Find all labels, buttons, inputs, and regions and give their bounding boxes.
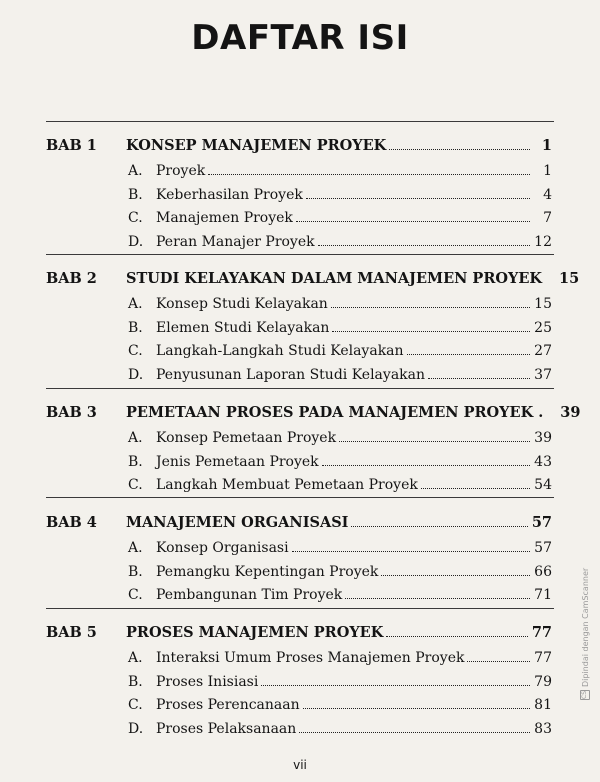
toc-entry[interactable]	[46, 537, 552, 559]
section-page: 66	[534, 563, 552, 580]
toc-entry[interactable]	[46, 561, 552, 583]
chapter-heading[interactable]	[46, 620, 552, 644]
section-letter: A.	[128, 163, 143, 179]
section-page: 7	[543, 210, 552, 226]
section-title: Manajemen Proyek	[156, 210, 293, 226]
chapter-page: 1	[541, 137, 552, 154]
section-title: Keberhasilan Proyek	[156, 186, 303, 203]
section-page: 37	[534, 366, 552, 383]
section-title: Pembangunan Tim Proyek	[156, 587, 343, 603]
divider	[46, 608, 554, 609]
section-page: 39	[534, 430, 552, 446]
dot-leader	[318, 245, 530, 246]
section-letter: C.	[128, 477, 143, 493]
section-letter: C.	[128, 697, 143, 713]
chapter-label: BAB 2	[46, 270, 97, 287]
chapter-page: 77	[531, 624, 552, 641]
section-letter: C.	[128, 210, 143, 226]
dot-leader	[296, 221, 530, 222]
divider	[46, 121, 554, 122]
toc-entry[interactable]	[46, 317, 552, 339]
section-letter: A.	[128, 650, 143, 666]
section-letter: D.	[128, 720, 144, 737]
dot-leader	[299, 732, 530, 733]
scanner-watermark	[580, 568, 590, 700]
toc-entry[interactable]	[46, 474, 552, 496]
camscanner-icon: CS	[581, 691, 588, 699]
section-letter: C.	[128, 587, 143, 603]
chapter-page: 15	[559, 270, 580, 287]
divider	[46, 254, 554, 255]
chapter-title: STUDI KELAYAKAN DALAM MANAJEMEN PROYEK	[126, 270, 543, 287]
chapter-label: BAB 1	[46, 137, 97, 154]
chapter-title: KONSEP MANAJEMEN PROYEK	[126, 137, 387, 154]
section-letter: C.	[128, 343, 143, 359]
section-title: Proses Perencanaan	[156, 697, 300, 713]
toc-entry[interactable]	[46, 364, 552, 386]
toc-entry[interactable]	[46, 427, 552, 449]
toc-entry[interactable]	[46, 718, 552, 740]
section-letter: B.	[128, 673, 143, 690]
toc-entry[interactable]	[46, 207, 552, 229]
section-page: 57	[534, 540, 552, 556]
section-title: Proses Pelaksanaan	[156, 720, 297, 737]
toc-entry[interactable]	[46, 160, 552, 182]
section-title: Penyusunan Laporan Studi Kelayakan	[156, 366, 426, 383]
chapter-2	[46, 266, 580, 387]
dot-leader	[306, 198, 530, 199]
section-title: Pemangku Kepentingan Proyek	[156, 563, 379, 580]
section-letter: B.	[128, 186, 143, 203]
section-page: 27	[534, 343, 552, 359]
dot-leader	[421, 488, 530, 489]
section-letter: A.	[128, 296, 143, 312]
watermark-text: Dipindai dengan CamScanner	[580, 567, 590, 687]
section-title: Elemen Studi Kelayakan	[156, 319, 330, 336]
section-title: Langkah-Langkah Studi Kelayakan	[156, 343, 404, 359]
section-page: 83	[534, 720, 552, 737]
dot-leader	[389, 149, 530, 150]
chapter-1	[46, 133, 552, 254]
dot-leader	[292, 551, 530, 552]
section-title: Konsep Pemetaan Proyek	[156, 430, 337, 446]
chapter-heading[interactable]	[46, 510, 552, 534]
section-title: Peran Manajer Proyek	[156, 233, 315, 250]
section-letter: A.	[128, 430, 143, 446]
dot-leader	[322, 465, 530, 466]
chapter-heading[interactable]	[46, 400, 581, 424]
page-number: vii	[293, 758, 307, 772]
section-page: 81	[534, 697, 552, 713]
dot-leader	[303, 708, 530, 709]
section-letter: A.	[128, 540, 143, 556]
section-page: 77	[534, 650, 552, 666]
section-title: Interaksi Umum Proses Manajemen Proyek	[156, 650, 465, 666]
dot-leader	[345, 598, 530, 599]
chapter-heading[interactable]	[46, 133, 552, 157]
toc-entry[interactable]	[46, 584, 552, 606]
chapter-3	[46, 400, 581, 498]
dot-leader	[407, 354, 530, 355]
dot-leader	[351, 526, 527, 527]
toc-entry[interactable]	[46, 340, 552, 362]
section-page: 54	[534, 477, 552, 493]
chapter-label: BAB 4	[46, 514, 97, 531]
section-letter: B.	[128, 453, 143, 470]
section-title: Proses Inisiasi	[156, 673, 259, 690]
chapter-page: 39	[560, 404, 581, 421]
dot-leader	[381, 575, 530, 576]
chapter-title: PEMETAAN PROSES PADA MANAJEMEN PROYEK .	[126, 404, 544, 421]
toc-entry[interactable]	[46, 451, 552, 473]
section-title: Langkah Membuat Pemetaan Proyek	[156, 477, 418, 493]
chapter-heading[interactable]	[46, 266, 580, 290]
section-page: 43	[534, 453, 552, 470]
section-page: 4	[543, 186, 552, 203]
section-title: Konsep Studi Kelayakan	[156, 296, 328, 312]
toc-entry[interactable]	[46, 647, 552, 669]
section-letter: D.	[128, 233, 144, 250]
section-letter: B.	[128, 319, 143, 336]
chapter-5	[46, 620, 552, 741]
dot-leader	[261, 685, 530, 686]
dot-leader	[339, 441, 530, 442]
chapter-4	[46, 510, 552, 608]
dot-leader	[331, 307, 530, 308]
section-title: Konsep Organisasi	[156, 540, 289, 556]
dot-leader	[428, 378, 530, 379]
dot-leader	[208, 174, 530, 175]
section-title: Jenis Pemetaan Proyek	[156, 453, 319, 470]
page-title: DAFTAR ISI	[191, 18, 409, 58]
toc-entry[interactable]	[46, 694, 552, 716]
section-page: 79	[534, 673, 552, 690]
section-letter: D.	[128, 366, 144, 383]
section-title: Proyek	[156, 163, 206, 179]
toc-entry[interactable]	[46, 293, 552, 315]
toc-entry[interactable]	[46, 184, 552, 206]
chapter-title: PROSES MANAJEMEN PROYEK	[126, 624, 384, 641]
toc-entry[interactable]	[46, 671, 552, 693]
chapter-title: MANAJEMEN ORGANISASI	[126, 514, 349, 531]
dot-leader	[332, 331, 530, 332]
section-page: 15	[534, 296, 552, 312]
dot-leader	[386, 636, 527, 637]
section-letter: B.	[128, 563, 143, 580]
divider	[46, 388, 554, 389]
dot-leader	[467, 661, 530, 662]
section-page: 25	[534, 319, 552, 336]
chapter-page: 57	[531, 514, 552, 531]
toc-entry[interactable]	[46, 231, 552, 253]
section-page: 12	[534, 233, 552, 250]
chapter-label: BAB 3	[46, 404, 97, 421]
chapter-label: BAB 5	[46, 624, 97, 641]
section-page: 71	[534, 587, 552, 603]
section-page: 1	[543, 163, 552, 179]
